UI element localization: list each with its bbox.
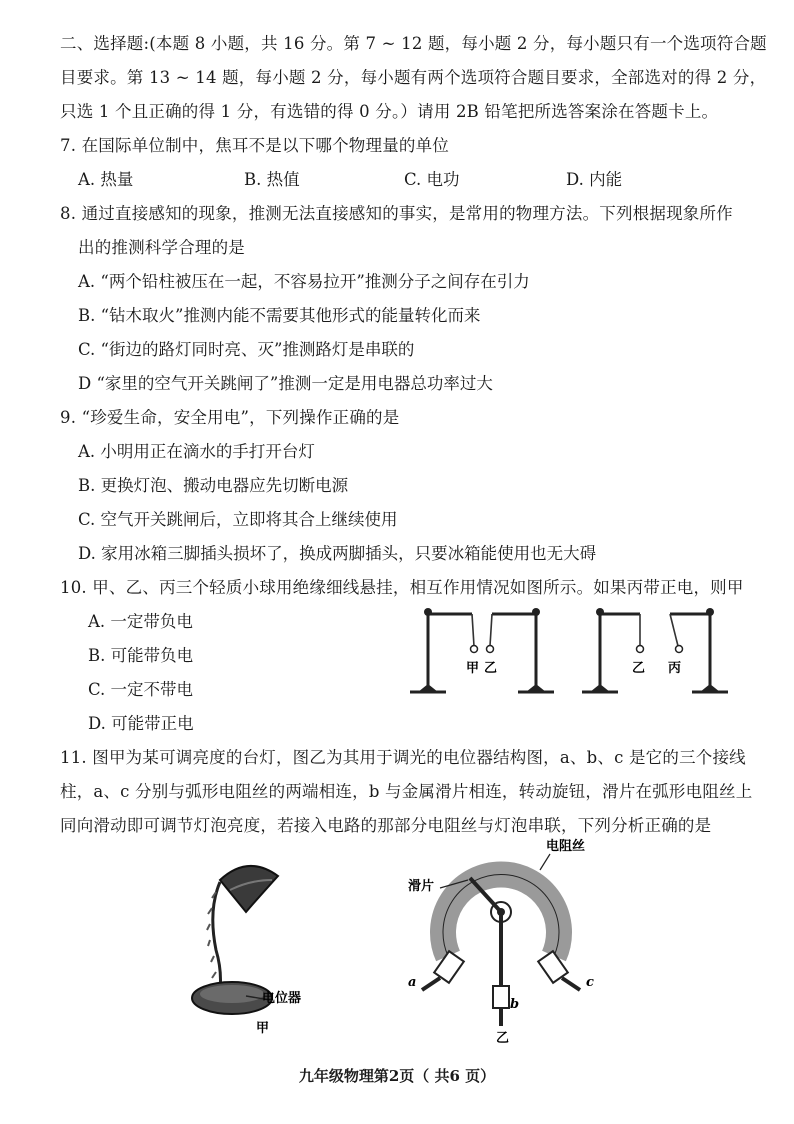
q8-stem-line-1: 8. 通过直接感知的现象，推测无法直接感知的事实，是常用的物理方法。下列根据现象所作 <box>60 204 733 223</box>
q9-option-d: D. 家用冰箱三脚插头损坏了，换成两脚插头，只要冰箱能使用也无大碍 <box>78 544 597 563</box>
q8-stem-line-2: 出的推测科学合理的是 <box>78 238 245 257</box>
q8-option-b: B. “钻木取火”推测内能不需要其他形式的能量转化而来 <box>78 306 481 325</box>
q11-label-a: a <box>408 975 417 990</box>
q11-stem-line-2: 柱，a、c 分别与弧形电阻丝的两端相连，b 与金属滑片相连，转动旋钮，滑片在弧形电阻丝上 <box>60 782 753 801</box>
q9-option-b: B. 更换灯泡、搬动电器应先切断电源 <box>78 476 349 495</box>
q7-option-c: C. 电功 <box>404 170 460 189</box>
section-header-line-1: 二、选择题:(本题 8 小题，共 16 分。第 7 ~ 12 题，每小题 2 分，每小题只有一个选项符合题 <box>60 34 767 53</box>
q10-option-c: C. 一定不带电 <box>88 680 194 699</box>
q10-option-b: B. 可能带负电 <box>88 646 194 665</box>
q7-option-b: B. 热值 <box>244 170 300 189</box>
q10-option-d: D. 可能带正电 <box>88 714 194 733</box>
q10-figure <box>400 600 750 710</box>
q11-stem-line-1: 11. 图甲为某可调亮度的台灯，图乙为其用于调光的电位器结构图，a、b、c 是它的三个接线 <box>60 748 746 767</box>
q7-stem: 7. 在国际单位制中，焦耳不是以下哪个物理量的单位 <box>60 136 449 155</box>
section-header-line-3: 只选 1 个且正确的得 1 分，有选错的得 0 分。）请用 2B 铅笔把所选答案涂在答题卡上。 <box>60 102 719 121</box>
q11-fig-label-jia: 甲 <box>256 1021 270 1036</box>
page-footer: 九年级物理第2页（ 共6 页） <box>298 1067 496 1085</box>
q8-option-c: C. “街边的路灯同时亮、灭”推测路灯是串联的 <box>78 340 415 359</box>
q7-option-d: D. 内能 <box>566 170 623 189</box>
q11-label-resistor: 电阻丝 <box>546 839 586 854</box>
q8-option-a: A. “两个铅柱被压在一起，不容易拉开”推测分子之间存在引力 <box>78 272 530 291</box>
q11-label-c: c <box>586 975 594 990</box>
q10-stem: 10. 甲、乙、丙三个轻质小球用绝缘细线悬挂，相互作用情况如图所示。如果丙带正电，则甲 <box>60 578 744 597</box>
q11-label-slider: 滑片 <box>408 879 435 894</box>
q11-fig-label-yi: 乙 <box>496 1031 510 1046</box>
q9-stem: 9. “珍爱生命，安全用电”，下列操作正确的是 <box>60 408 400 427</box>
q11-stem-line-3: 同向滑动即可调节灯泡亮度，若接入电路的那部分电阻丝与灯泡串联，下列分析正确的是 <box>60 816 712 835</box>
q10-option-a: A. 一定带负电 <box>88 612 193 631</box>
q7-option-a: A. 热量 <box>78 170 134 189</box>
q10-fig-label-jia: 甲 <box>466 661 480 676</box>
q11-figure-potentiometer <box>400 836 620 1046</box>
q9-option-c: C. 空气开关跳闸后，立即将其合上继续使用 <box>78 510 398 529</box>
q9-option-a: A. 小明用正在滴水的手打开台灯 <box>78 442 315 461</box>
q11-lamp-callout: 电位器 <box>262 991 302 1006</box>
q11-figure-lamp <box>190 850 350 1040</box>
q8-option-d: D “家里的空气开关跳闸了”推测一定是用电器总功率过大 <box>78 374 493 393</box>
q11-label-b: b <box>510 997 520 1012</box>
q10-fig-label-yi-1: 乙 <box>484 661 498 676</box>
q10-fig-label-bing: 丙 <box>668 661 682 676</box>
section-header-line-2: 目要求。第 13 ~ 14 题，每小题 2 分，每小题有两个选项符合题目要求，全部选对的得 2 分， <box>60 68 767 87</box>
q10-fig-label-yi-2: 乙 <box>632 661 646 676</box>
